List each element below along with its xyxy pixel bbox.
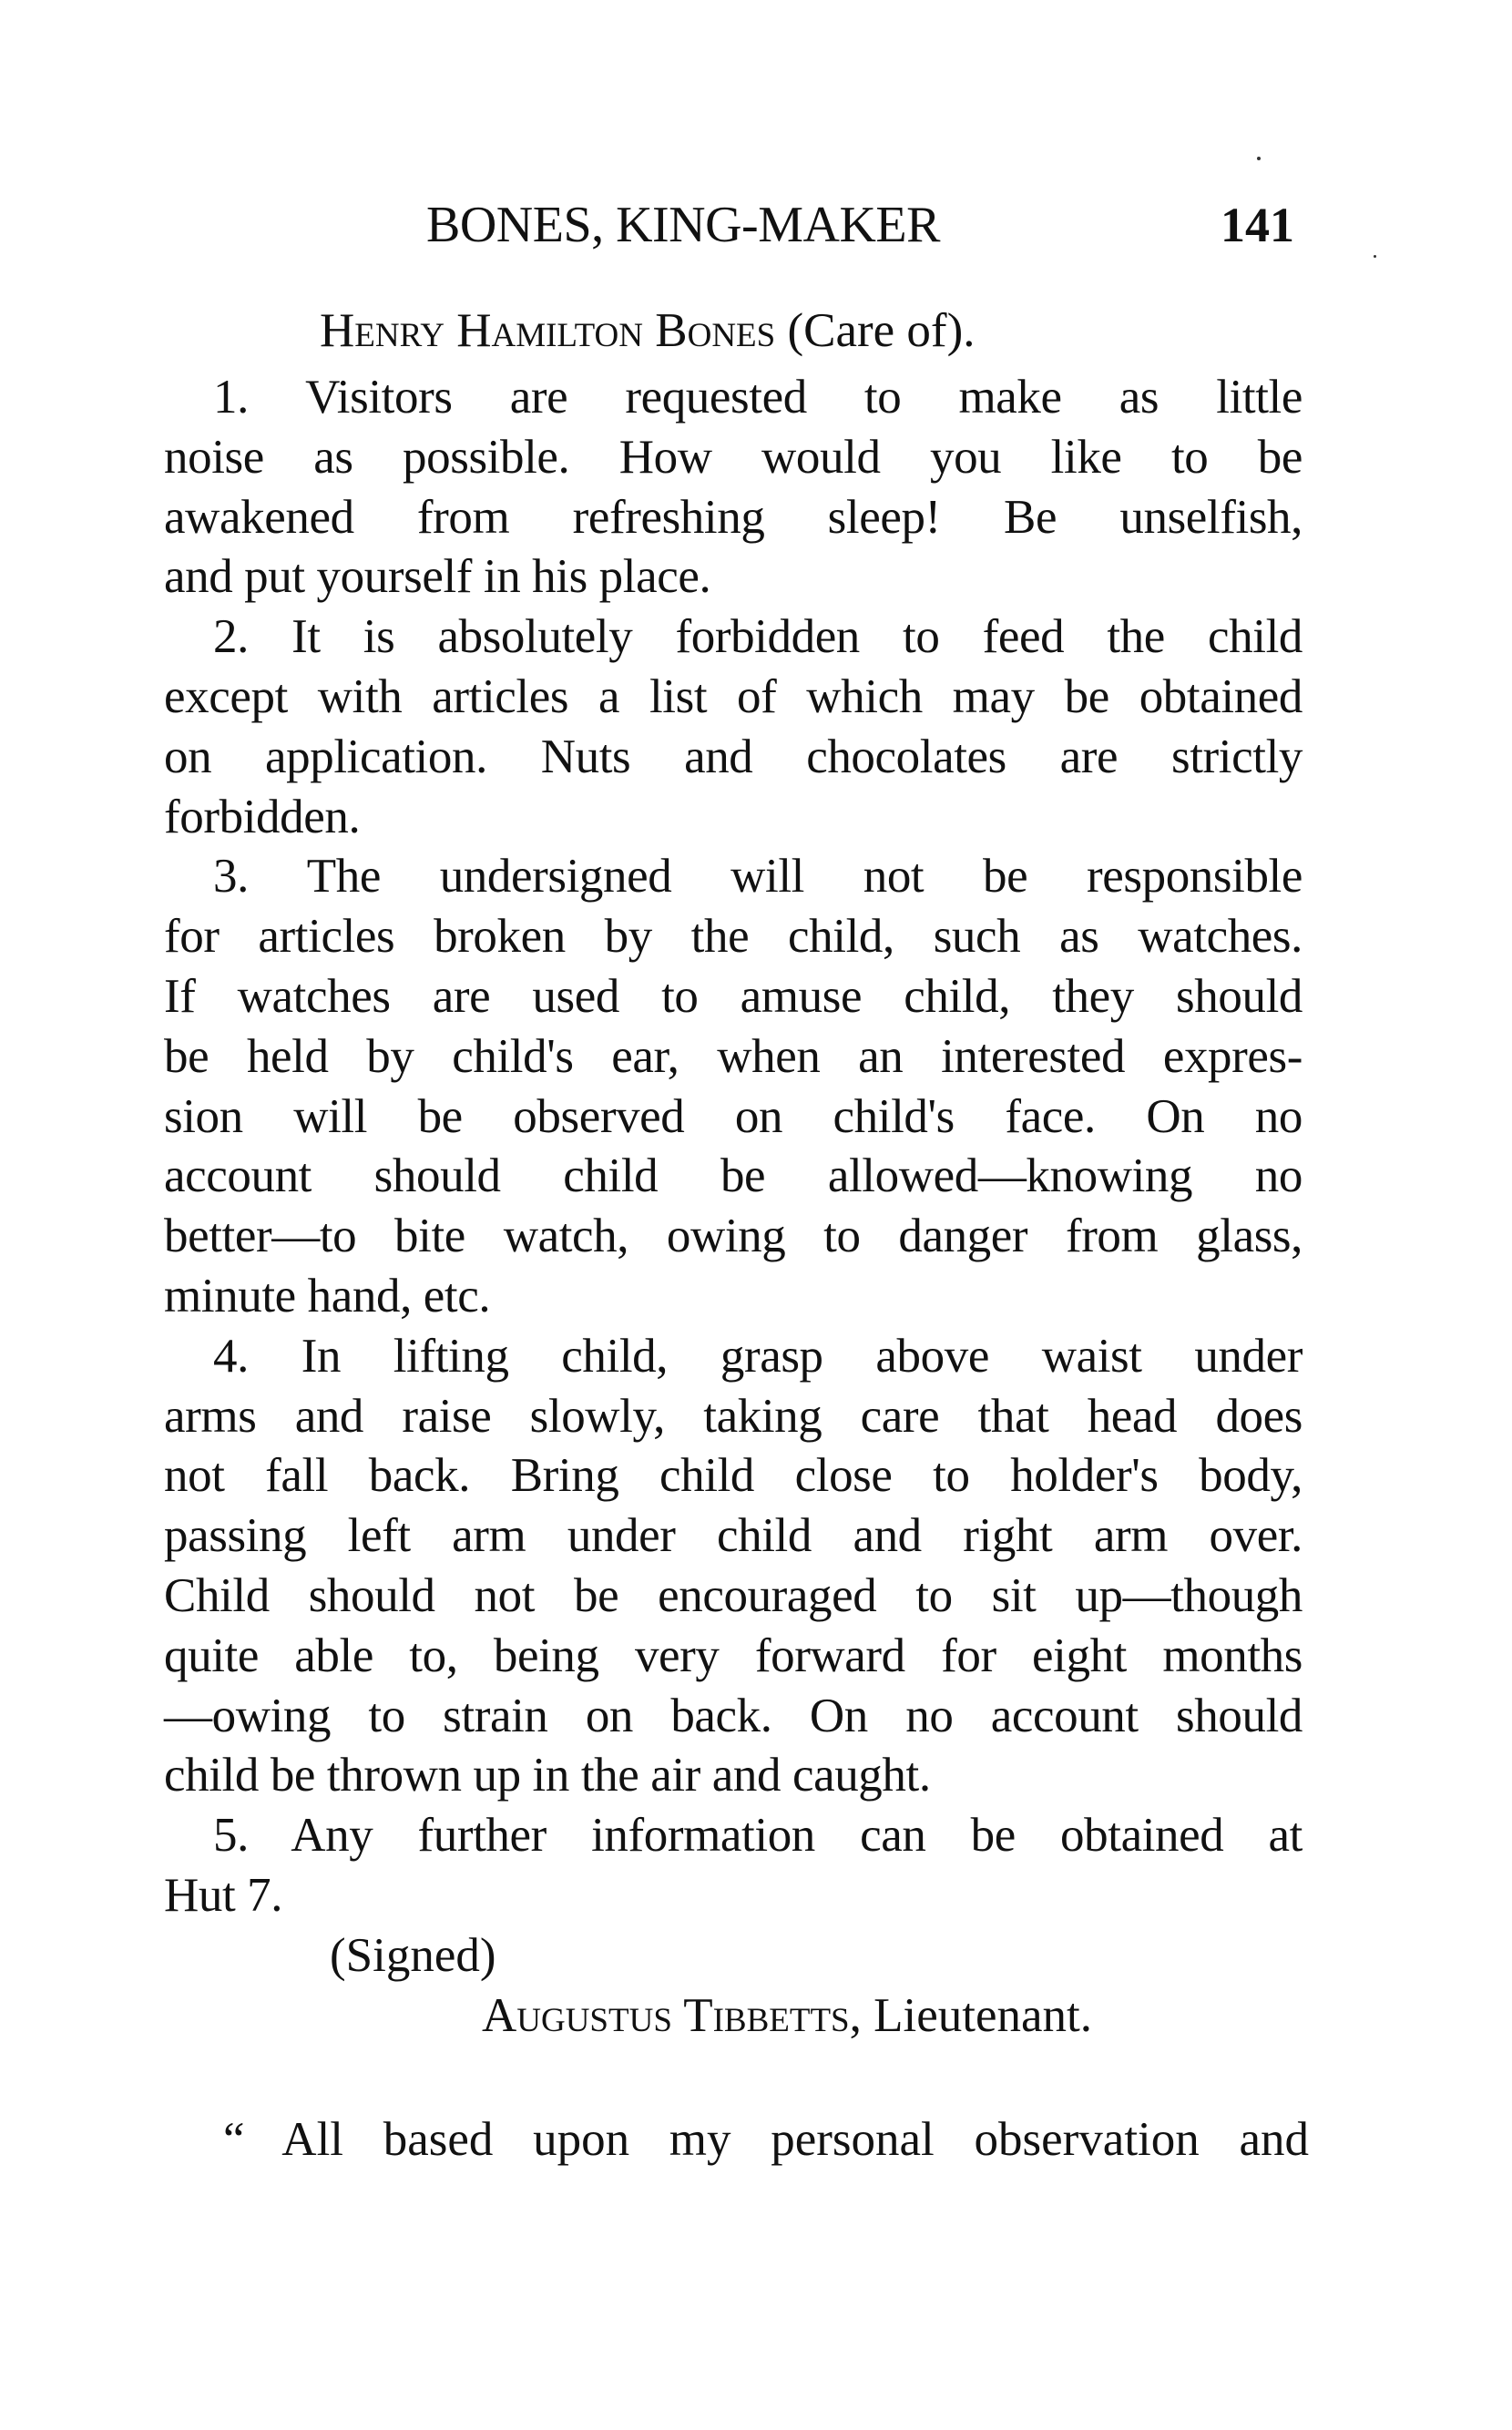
- signature-name: Augustus Tibbetts: [482, 1988, 850, 2042]
- scan-speck: [1257, 157, 1261, 160]
- text-line: sion will be observed on child's face. On no: [164, 1089, 1303, 1143]
- notice-heading: [320, 301, 975, 361]
- text-line: 4. In lifting child, grasp above waist under: [213, 1329, 1303, 1383]
- text-line: passing left arm under child and right arm over.: [164, 1509, 1303, 1563]
- text-line: be held by child's ear, when an interested expres-: [164, 1029, 1303, 1083]
- text-line: child be thrown up in the air and caught.: [164, 1749, 931, 1802]
- text-line: 2. It is absolutely forbidden to feed the child: [213, 610, 1303, 664]
- text-line: awakened from refreshing sleep! Be unselfish,: [164, 490, 1303, 544]
- text-line: except with articles a list of which may be obtained: [164, 670, 1303, 723]
- scan-speck: [1374, 255, 1376, 258]
- text-line: minute hand, etc.: [164, 1270, 491, 1322]
- text-line: 5. Any further information can be obtained at: [213, 1809, 1303, 1863]
- footnote-line: “ All based upon my personal observation and: [223, 2112, 1309, 2166]
- text-line: —owing to strain on back. On no account should: [164, 1689, 1303, 1742]
- text-line: 1. Visitors are requested to make as little: [213, 371, 1303, 424]
- text-line: on application. Nuts and chocolates are strictly: [164, 730, 1303, 783]
- signed-label: (Signed): [330, 1928, 496, 1982]
- text-line: If watches are used to amuse child, they should: [164, 970, 1303, 1023]
- heading-suffix: (Care of).: [775, 304, 976, 357]
- page-number: 141: [1221, 198, 1294, 252]
- text-line: and put yourself in his place.: [164, 550, 711, 604]
- text-line: arms and raise slowly, taking care that head does: [164, 1389, 1303, 1443]
- text-line: not fall back. Bring child close to holder's body,: [164, 1449, 1303, 1503]
- text-line: Child should not be encouraged to sit up—though: [164, 1569, 1303, 1622]
- running-head-title: BONES, KING-MAKER: [426, 197, 940, 253]
- text-line: forbidden.: [164, 790, 361, 843]
- text-line: better—to bite watch, owing to danger from glass,: [164, 1210, 1303, 1263]
- text-line: noise as possible. How would you like to be: [164, 430, 1303, 484]
- text-line: Hut 7.: [164, 1869, 283, 1922]
- text-line: account should child be allowed—knowing no: [164, 1149, 1303, 1203]
- text-line: 3. The undersigned will not be responsible: [213, 850, 1303, 904]
- signature: [482, 1986, 1092, 2046]
- signature-rank: , Lieutenant.: [849, 1988, 1093, 2042]
- heading-name: Henry Hamilton Bones: [320, 304, 776, 357]
- text-line: quite able to, being very forward for eight months: [164, 1629, 1303, 1682]
- text-line: for articles broken by the child, such as watches.: [164, 910, 1303, 964]
